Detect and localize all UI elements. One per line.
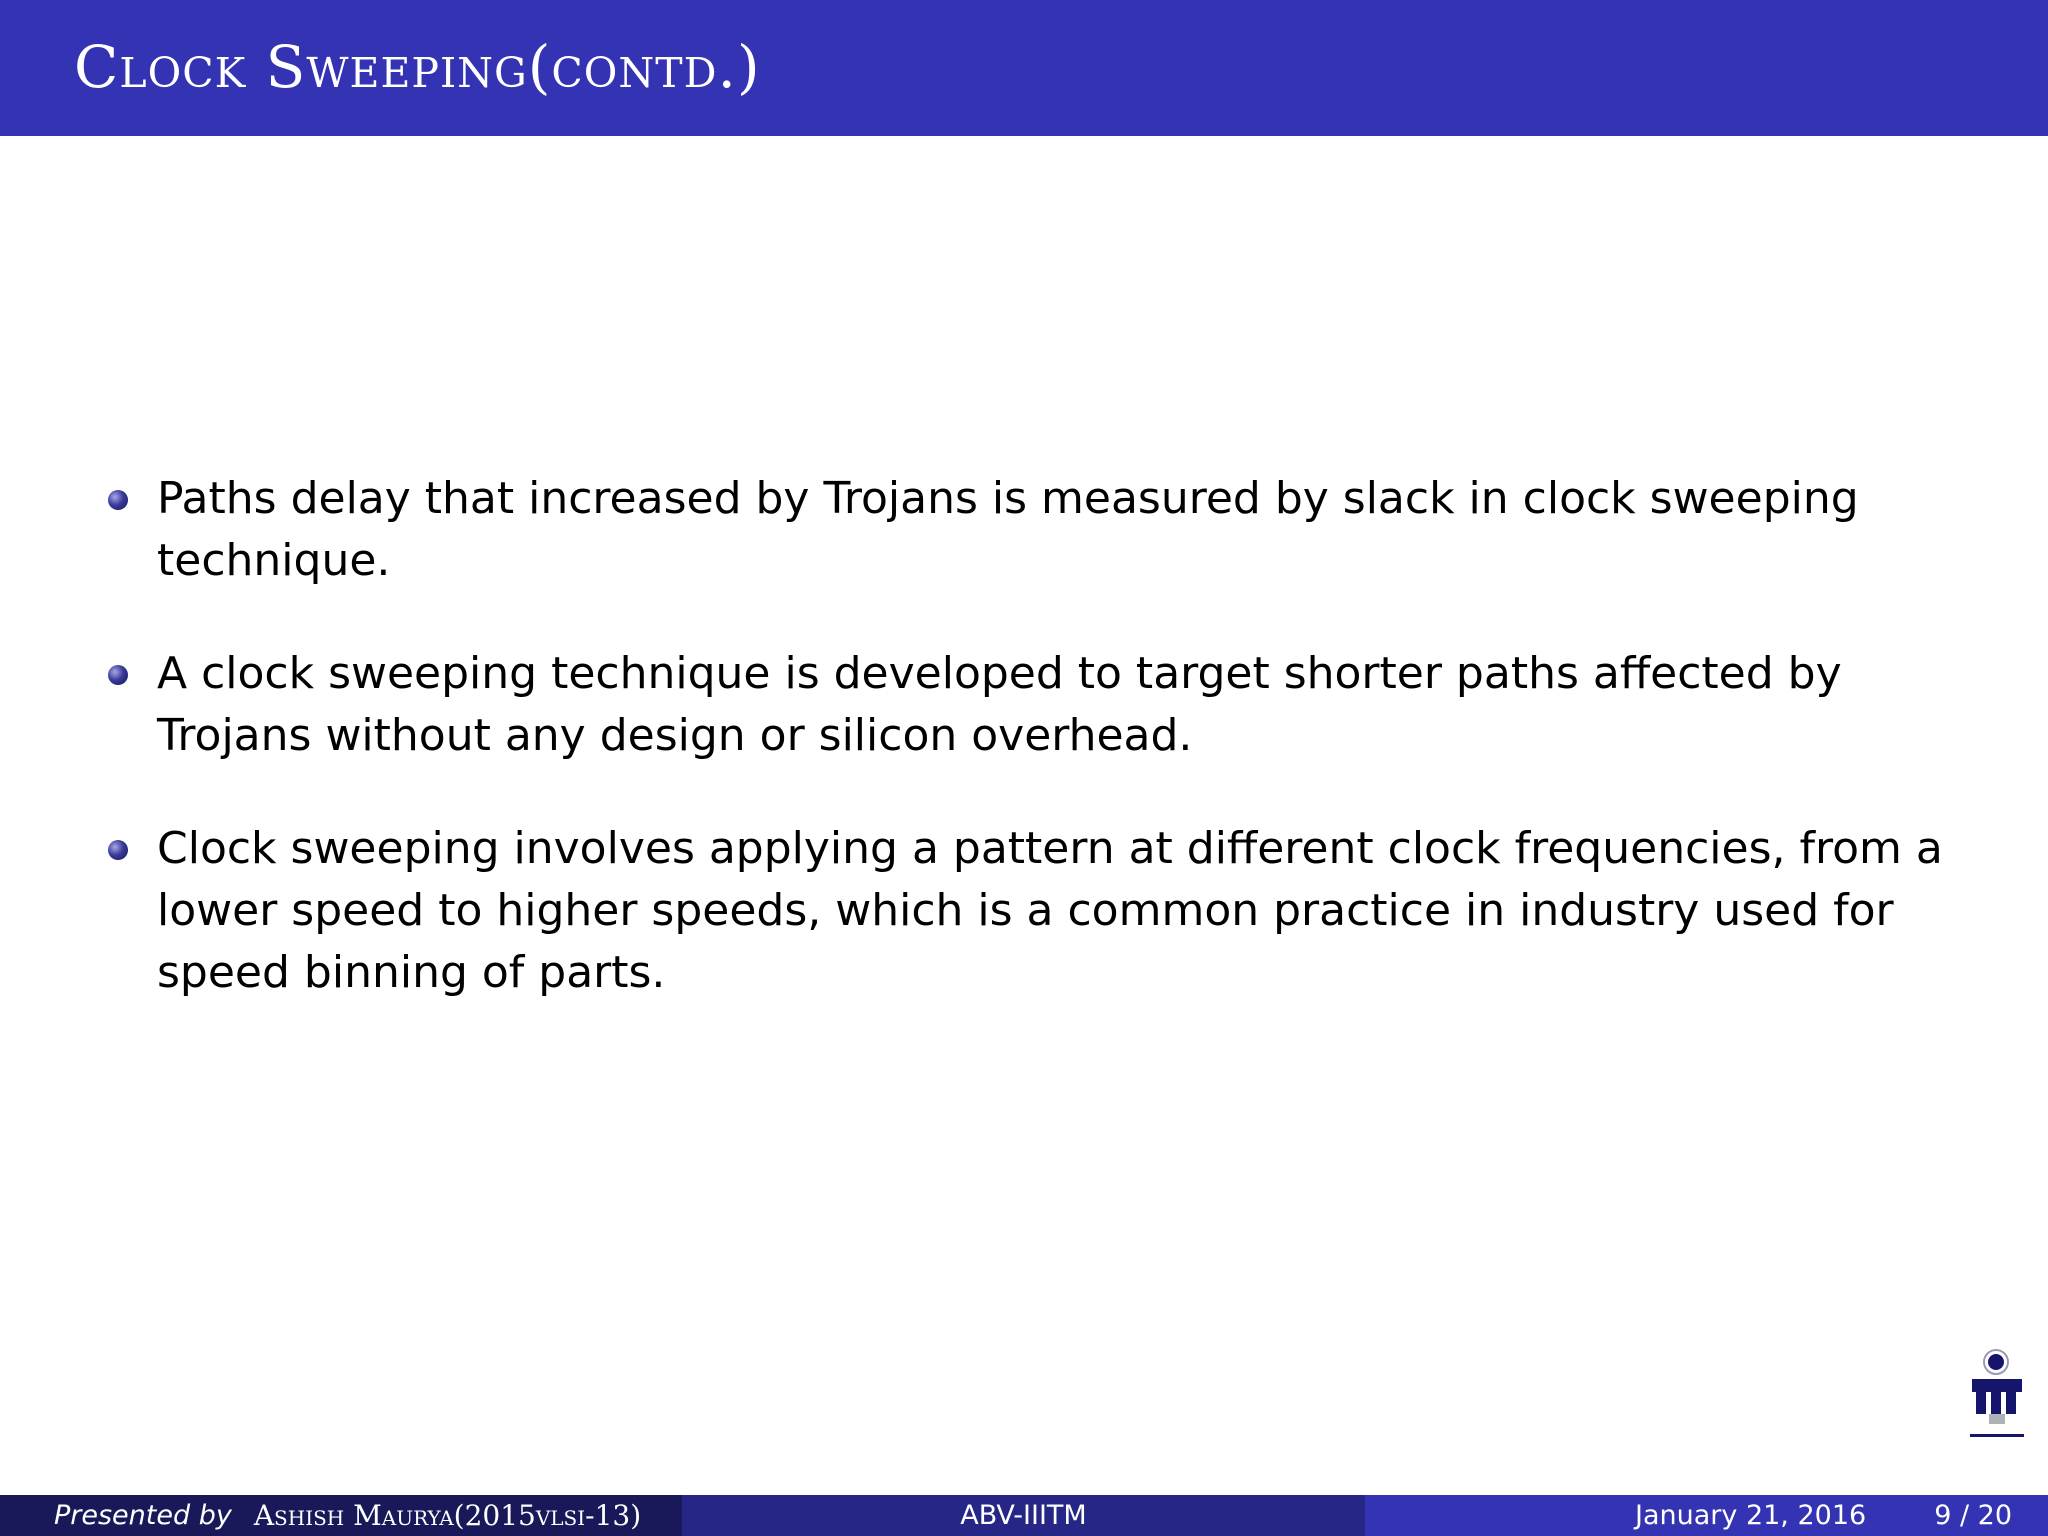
bullet-text: Paths delay that increased by Trojans is measured by slack in clock sweeping technique. [157, 473, 1859, 586]
bullet-icon [108, 665, 128, 685]
page-number: 9 / 20 [1934, 1500, 2012, 1531]
bullet-item [0, 643, 2048, 767]
footer-date-section [1365, 1495, 2048, 1536]
title-bar [0, 0, 2048, 136]
institute-logo-icon [1962, 1346, 2028, 1446]
bullet-list [0, 468, 2048, 1055]
presented-by-label: Presented by [54, 1500, 232, 1531]
author-name: Ashish Maurya(2015vlsi-13) [253, 1499, 642, 1532]
bullet-item [0, 468, 2048, 592]
footer-institute-section [682, 1495, 1365, 1536]
slide-title: Clock Sweeping(contd.) [74, 33, 761, 101]
presentation-date: January 21, 2016 [1635, 1500, 1867, 1531]
bullet-text: Clock sweeping involves applying a pattern at different clock frequencies, from a lower speed to higher speeds, which is a common practice in industry used for speed binning of parts. [157, 823, 1943, 998]
bullet-icon [108, 490, 128, 510]
bullet-icon [108, 840, 128, 860]
footer [0, 1495, 2048, 1536]
bullet-item [0, 818, 2048, 1004]
bullet-text: A clock sweeping technique is developed to target shorter paths affected by Trojans without any design or silicon overhead. [157, 648, 1842, 761]
institute-name: ABV-IIITM [960, 1500, 1087, 1531]
footer-author-section [0, 1495, 682, 1536]
